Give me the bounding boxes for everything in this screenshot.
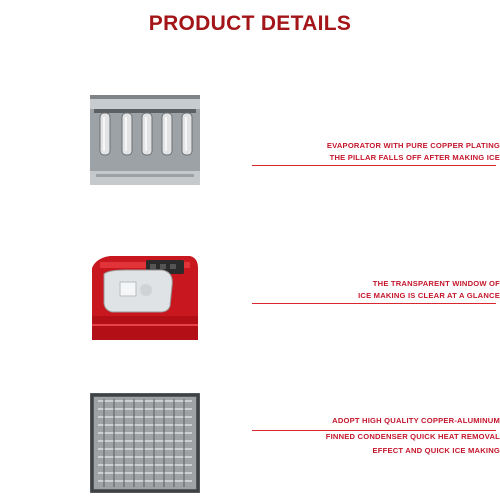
caption-line: THE TRANSPARENT WINDOW OF [372, 279, 500, 288]
caption-window [235, 278, 500, 301]
caption-line: THE PILLAR FALLS OFF AFTER MAKING ICE [329, 152, 500, 162]
divider-line [252, 303, 496, 304]
copper-evaporator-photo [90, 95, 200, 185]
caption-line: FINNED CONDENSER QUICK HEAT REMOVAL [325, 431, 500, 441]
caption-line: ADOPT HIGH QUALITY COPPER-ALUMINUM [332, 416, 500, 425]
caption-condenser [235, 415, 500, 457]
condenser-photo [90, 393, 200, 493]
section-evaporator [90, 95, 500, 190]
caption-line: ICE MAKING IS CLEAR AT A GLANCE [358, 290, 500, 300]
caption-line: EFFECT AND QUICK ICE MAKING [372, 446, 500, 455]
section-condenser [90, 393, 500, 493]
ice-maker-window-photo [90, 250, 200, 340]
page-title: PRODUCT DETAILS [148, 12, 352, 35]
section-window [90, 250, 500, 345]
caption-evaporator [235, 140, 500, 163]
divider-line [252, 165, 496, 166]
divider-line [252, 430, 496, 431]
caption-line: EVAPORATOR WITH PURE COPPER PLATING [326, 141, 500, 150]
